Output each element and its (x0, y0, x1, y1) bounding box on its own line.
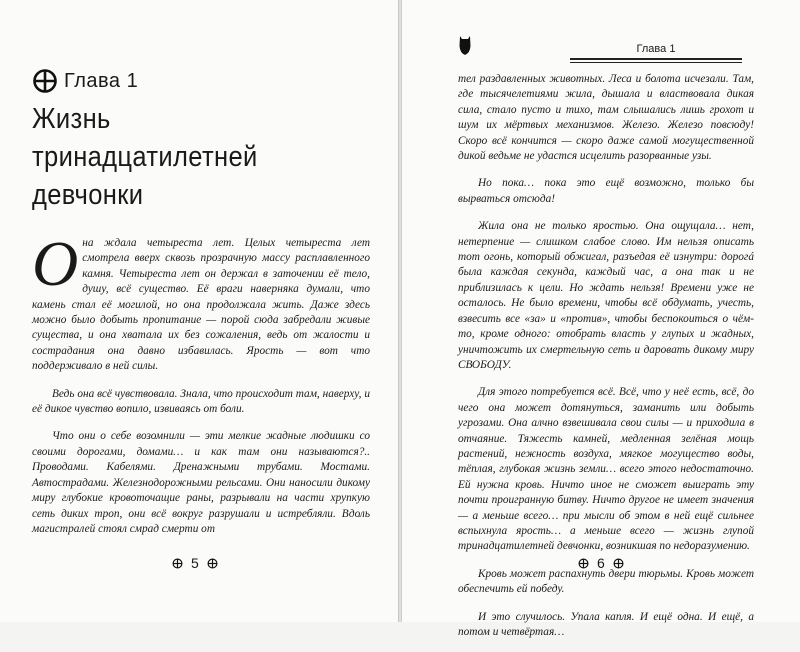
paragraph: И это случилось. Упала капля. И ещё одна. И ещё, а потом и четвёртая… (458, 610, 754, 638)
chapter-title: Жизнь тринадцатилетней девчонки (32, 103, 258, 211)
paragraph: Что они о себе возомнили — эти мелкие жадные людишки со своими дорогами, домами… и как там они называются?.. Проводами. Кабелями. Дренажными трубами. Мостами. Автострадами. Железнодорожными рельсами. Они наносили дикому миру глубокие кровоточащие раны, разрывали на части хрупкую сеть диких троп, они всё вокруг разрушали и истребляли. Вдоль магистралей стоял смрад смерти от (32, 430, 370, 535)
chapter-ornament-icon (32, 68, 58, 94)
page-ornament-icon (613, 558, 624, 569)
chapter-label: Глава 1 (64, 69, 139, 92)
paragraph: Ведь она всё чувствовала. Знала, что происходит там, наверху, и её дикое чувство вопило, извиваясь от боли. (32, 387, 370, 416)
left-page (0, 0, 398, 622)
owl-icon (458, 34, 472, 56)
page-ornament-icon (207, 558, 218, 569)
paragraph: Для этого потребуется всё. Всё, что у неё есть, всё, до чего она может дотянуться, заманить или добыть угрозами. Она алчно взвешивала свои силы — и приходила в отчаяние. Тяжесть камней, медленная зелёная мощь растений, нежность воздуха, мягкое могущество воды, тёплая, глубокая жизнь земли… всего этого недостаточно. Ей нужна кровь. Ничто иное не сможет выиграть эту почти проигранную битву. Ничто другое не имеет значения — а меньше всего… при мысли об этом в ней ещё сильнее вспыхнула ярость… а меньше всего — жизнь глупой тринадцатилетней девчонки, возникшая по недоразумению. (458, 386, 754, 553)
paragraph: Но пока… пока это ещё возможно, только бы вырваться отсюда! (458, 177, 754, 205)
page-number-right: 6 (578, 555, 624, 571)
page-number-left: 5 (172, 555, 218, 571)
paragraph: Она ждала четыреста лет. Целых четыреста лет смотрела вверх сквозь прозрачную массу расплавленного камня. Четыреста лет он держал в заточении её тело, душу, всё существо. Её враги наверняка думали, что камень стал её могилой, но она продолжала жить. Даже здесь можно было добыть пропитание — порой сюда забредали живые существа, и она хватала их без сожаления, ведь от жалости и сострадания она давно избавилась. Ярость — вот что поддерживало в ней силы. (32, 228, 370, 373)
paragraph: Кровь может распахнуть двери тюрьмы. Кровь может обеспечить ей победу. (458, 567, 754, 596)
left-page-text (32, 228, 370, 549)
running-head: Глава 1 (636, 43, 676, 55)
header-rule (570, 62, 742, 63)
paragraph: Жила она не только яростью. Она ощущала… нет, нетерпение — слишком слабое слово. Им нельзя описать тот огонь, который обжигал, разъедая её изнутри: дорогá была каждая секунда, каждый час, а она так и не приблизилась к цели. Но ждать нельзя! Времени уже не осталось. Не было времени, чтобы всё обдумать, учесть, взвесить все «за» и «против», чтобы беспокоиться о чём-то, кроме одного: отобрать власть у глупых и жадных, уничтожить их смертельную сеть и даровать дикому миру СВОБОДУ. (458, 220, 754, 371)
chapter-heading (32, 68, 138, 94)
page-ornament-icon (578, 558, 589, 569)
paragraph: тел раздавленных животных. Леса и болота исчезали. Там, где тысячелетиями жила, дышала и властвовала дикая сила, стало пусто и тихо, там слышались лишь грохот и шум их мёртвых механизмов. Железо. Железо повсюду! Скоро всё кончится — скоро даже самой могущественной дикой ведьме не удастся исцелить разорванные узы. (458, 73, 754, 163)
page-ornament-icon (172, 558, 183, 569)
header-rule (570, 58, 742, 60)
right-page (402, 0, 800, 638)
drop-cap: О (32, 228, 79, 299)
